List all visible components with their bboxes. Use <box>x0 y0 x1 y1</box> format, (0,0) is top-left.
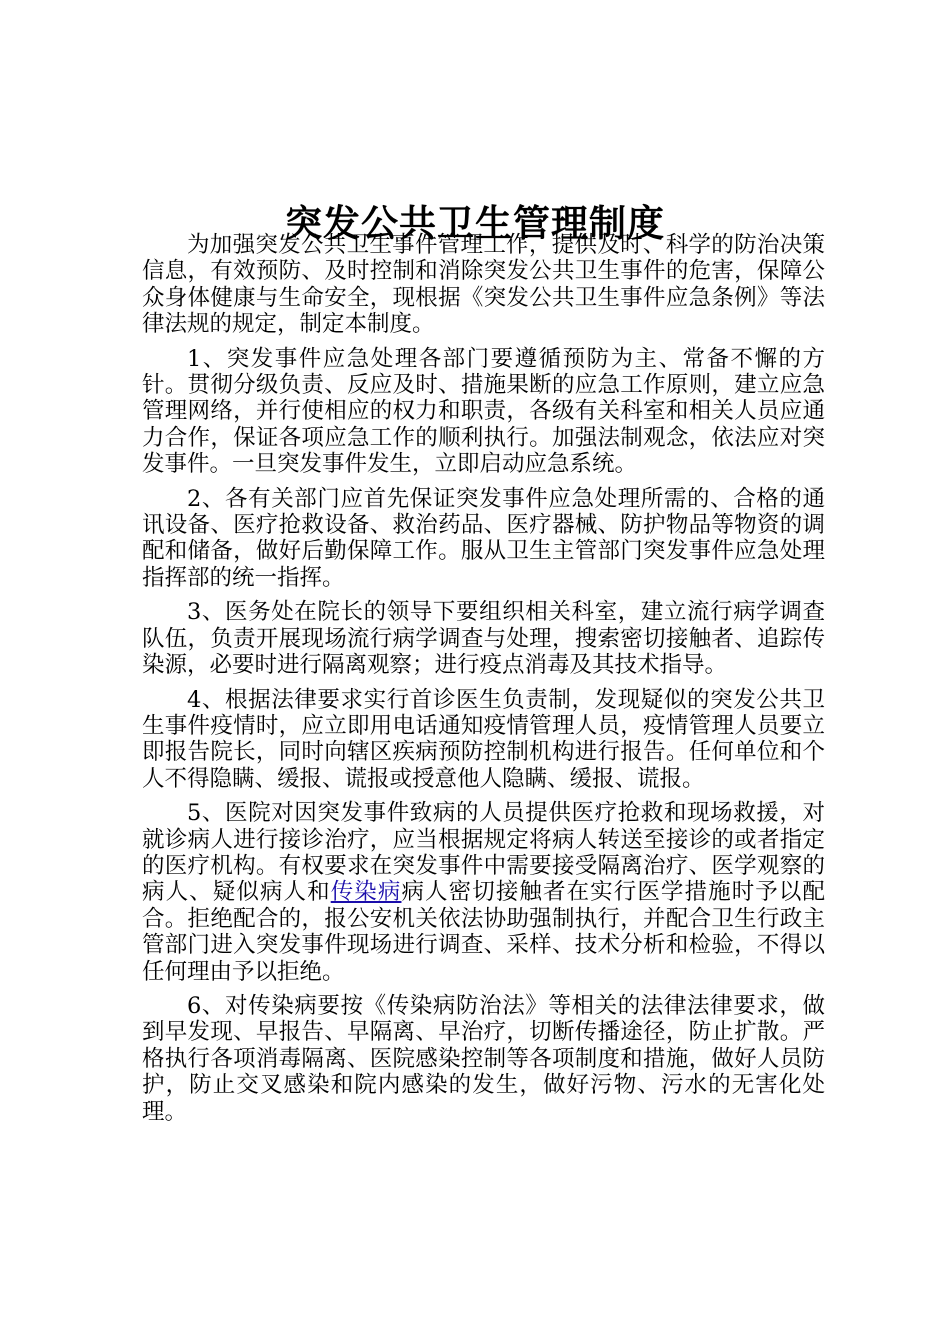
paragraph-5-text-after: 病人密切接触者在实行医学措施时予以配合。拒绝配合的，报公安机关依法协助强制执行，并配合卫生行政主管部门进入突发事件现场进行调查、采样、技术分析和检验，不得以任何理由予以拒绝。 <box>142 879 825 985</box>
paragraph-1: 1、突发事件应急处理各部门要遵循预防为主、常备不懈的方针。贯彻分级负责、反应及时、措施果断的应急工作原则，建立应急管理网络，并行使相应的权力和职责，各级有关科室和相关人员应通力合作，保证各项应急工作的顺利执行。加强法制观念，依法应对突发事件。一旦突发事件发生，立即启动应急系统。 <box>142 345 825 478</box>
document-title: 突发公共卫生管理制度 <box>285 200 665 245</box>
paragraph-5 <box>142 800 825 985</box>
document-body <box>142 232 825 1133</box>
paragraph-6: 6、对传染病要按《传染病防治法》等相关的法律法律要求，做到早发现、早报告、早隔离、早治疗，切断传播途径，防止扩散。严格执行各项消毒隔离、医院感染控制等各项制度和措施，做好人员防护，防止交叉感染和院内感染的发生，做好污物、污水的无害化处理。 <box>142 992 825 1125</box>
paragraph-4: 4、根据法律要求实行首诊医生负责制，发现疑似的突发公共卫生事件疫情时，应立即用电话通知疫情管理人员，疫情管理人员要立即报告院长，同时向辖区疾病预防控制机构进行报告。任何单位和个人不得隐瞒、缓报、谎报或授意他人隐瞒、缓报、谎报。 <box>142 686 825 792</box>
paragraph-3: 3、医务处在院长的领导下要组织相关科室，建立流行病学调查队伍，负责开展现场流行病学调查与处理，搜索密切接触者、追踪传染源，必要时进行隔离观察；进行疫点消毒及其技术指导。 <box>142 599 825 679</box>
intro-paragraph: 为加强突发公共卫生事件管理工作，提供及时、科学的防治决策信息，有效预防、及时控制和消除突发公共卫生事件的危害，保障公众身体健康与生命安全，现根据《突发公共卫生事件应急条例》等法律法规的规定，制定本制度。 <box>142 232 825 338</box>
infectious-disease-link[interactable]: 传染病 <box>330 879 402 906</box>
paragraph-5-text-before: 5、医院对因突发事件致病的人员提供医疗抢救和现场救援，对就诊病人进行接诊治疗，应当根据规定将病人转送至接诊的或者指定的医疗机构。有权要求在突发事件中需要接受隔离治疗、医学观察的病人、疑似病人和 <box>142 800 825 906</box>
paragraph-2: 2、各有关部门应首先保证突发事件应急处理所需的、合格的通讯设备、医疗抢救设备、救治药品、医疗器械、防护物品等物资的调配和储备，做好后勤保障工作。服从卫生主管部门突发事件应急处理指挥部的统一指挥。 <box>142 485 825 591</box>
